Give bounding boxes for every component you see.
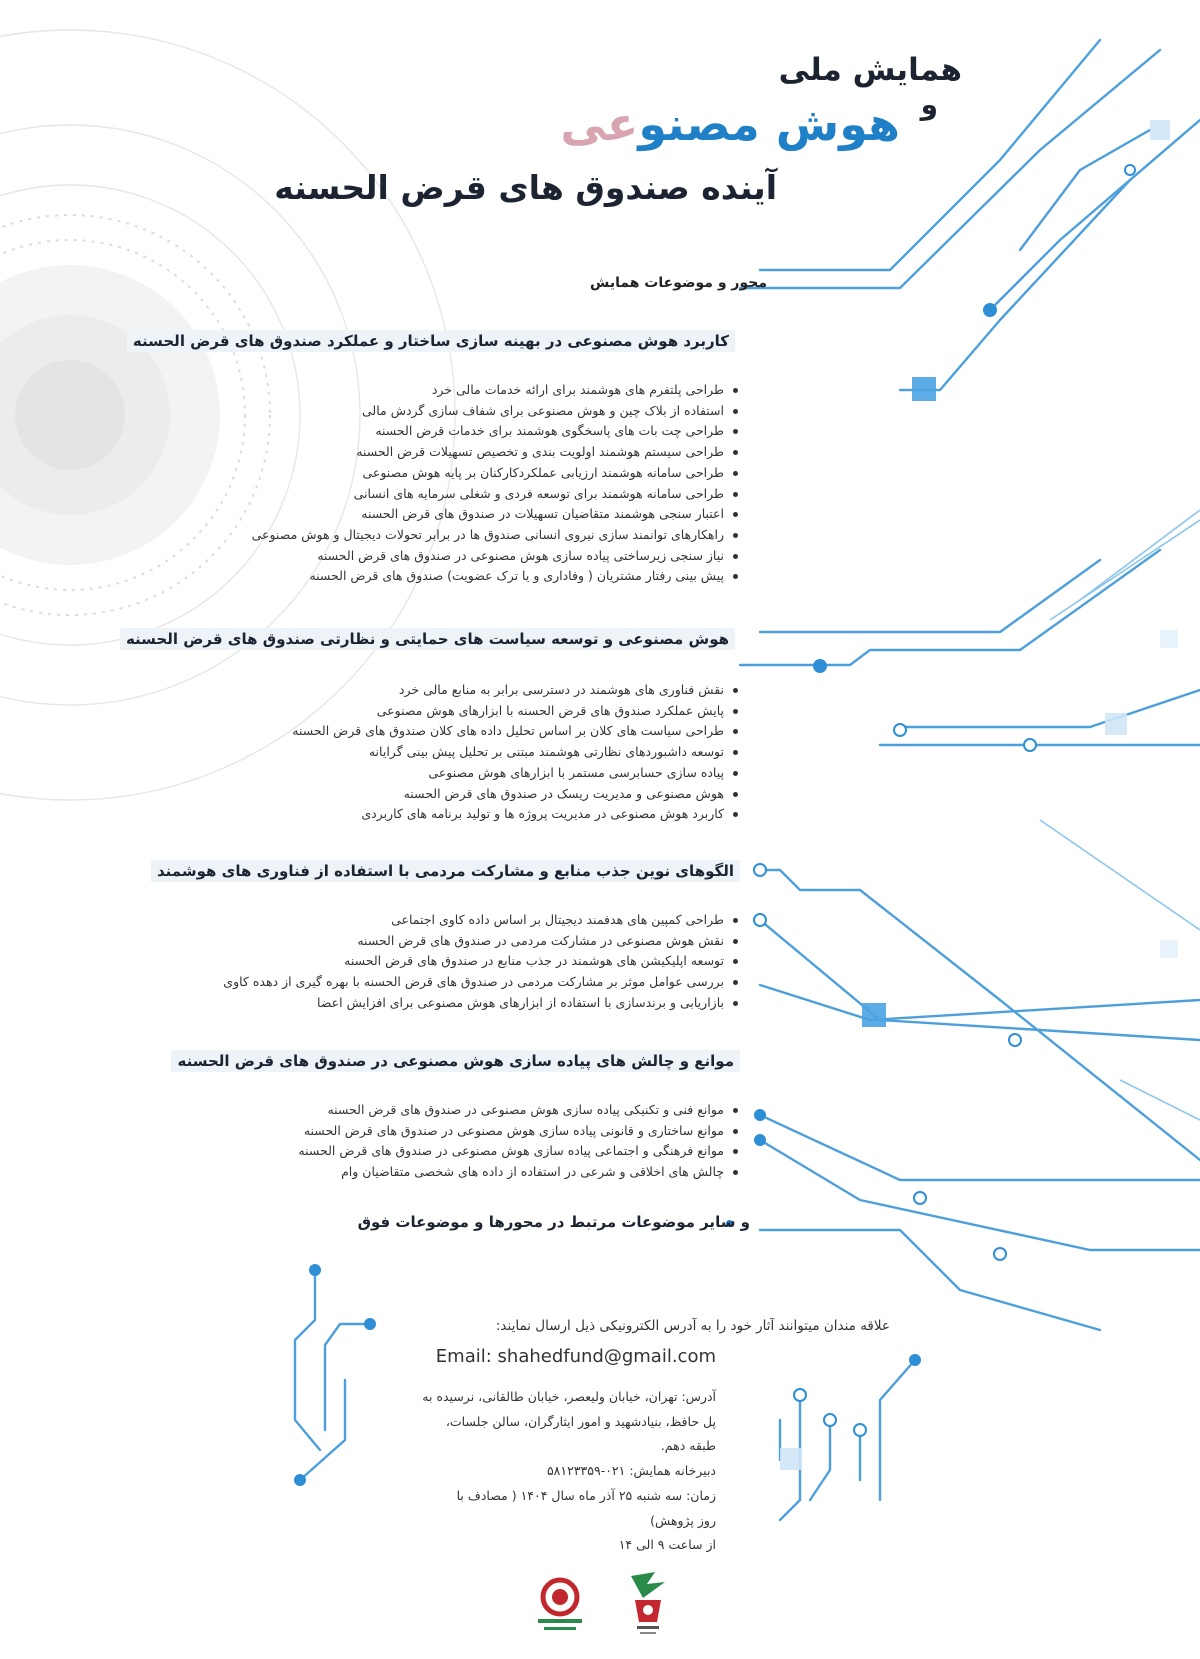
list-item: موانع ساختاری و قانونی پیاده سازی هوش مصنوعی در صندوق های قرض الحسنه [298,1121,740,1142]
list-item: توسعه داشبوردهای نظارتی هوشمند مبتنی بر تحلیل پیش بینی گرایانه [292,742,740,763]
section-4-list [298,1100,740,1183]
list-item: چالش های اخلاقی و شرعی در استفاده از داده های شخصی متقاضیان وام [298,1162,740,1183]
list-item: پیش بینی رفتار مشتریان ( وفاداری و یا ترک عضویت) صندوق های قرض الحسنه [252,566,740,587]
section-1-title: کاربرد هوش مصنوعی در بهینه سازی ساختار و عملکرد صندوق های قرض الحسنه [127,330,735,352]
list-item: هوش مصنوعی و مدیریت ریسک در صندوق های قرض الحسنه [292,784,740,805]
email-line [436,1346,716,1367]
list-item: طراحی پلتفرم های هوشمند برای ارائه خدمات مالی خرد [252,380,740,401]
secretariat-phone: دبیرخانه همایش: ۰۲۱-۵۸۱۲۳۳۵۹ [546,1463,716,1479]
title-line-2 [560,97,900,151]
event-time: از ساعت ۹ الی ۱۴ [618,1537,716,1553]
title-and: و [920,88,938,121]
email-address[interactable]: shahedfund@gmail.com [497,1346,716,1367]
axes-heading: محور و موضوعات همایش [590,275,767,291]
list-item: نیاز سنجی زیرساختی پیاده سازی هوش مصنوعی در صندوق های قرض الحسنه [252,546,740,567]
list-item: طراحی سامانه هوشمند ارزیابی عملکردکارکنان بر پایه هوش مصنوعی [252,463,740,484]
section-3-list [223,910,740,1014]
list-item: طراحی سیاست های کلان بر اساس تحلیل داده های کلان صندوق های قرض الحسنه [292,721,740,742]
martyrs-foundation-logo-icon [625,1570,671,1638]
list-item: طراحی سامانه هوشمند برای توسعه فردی و شغلی سرمایه های انسانی [252,484,740,505]
list-item: توسعه اپلیکیشن های هوشمند در جذب منابع در صندوق های قرض الحسنه [223,951,740,972]
section-2-title: هوش مصنوعی و توسعه سیاست های حمایتی و نظارتی صندوق های قرض الحسنه [120,628,735,650]
list-item: طراحی سیستم هوشمند اولویت بندی و تخصیص تسهیلات قرض الحسنه [252,442,740,463]
title-line-2-tail: عی [560,97,639,151]
list-item: موانع فنی و تکنیکی پیاده سازی هوش مصنوعی در صندوق های قرض الحسنه [298,1100,740,1121]
list-item: نقش هوش مصنوعی در مشارکت مردمی در صندوق های قرض الحسنه [223,931,740,952]
list-item: موانع فرهنگی و اجتماعی پیاده سازی هوش مصنوعی در صندوق های قرض الحسنه [298,1141,740,1162]
list-item: اعتبار سنجی هوشمند متقاضیان تسهیلات در صندوق های قرض الحسنه [252,504,740,525]
submission-note: علاقه مندان میتوانند آثار خود را به آدرس الکترونیکی ذیل ارسال نمایند: [495,1318,890,1334]
address-block [356,1385,716,1558]
event-date-cont: روز پژوهش) [650,1512,716,1528]
address-line: آدرس: تهران، خیابان ولیعصر، خیابان طالقانی، نرسیده به [422,1389,716,1404]
list-item: راهکارهای توانمند سازی نیروی انسانی صندوق ها در برابر تحولات دیجیتال و هوش مصنوعی [252,525,740,546]
list-item: کاربرد هوش مصنوعی در مدیریت پروژه ها و تولید برنامه های کاربردی [292,804,740,825]
section-1-list [252,380,740,587]
title-line-1: همایش ملی [778,52,962,88]
list-item: بازاریابی و برندسازی با استفاده از ابزارهای هوش مصنوعی برای افزایش اعضا [223,993,740,1014]
section-4-title: موانع و چالش های پیاده سازی هوش مصنوعی در صندوق های قرض الحسنه [171,1050,740,1072]
section-2-list [292,680,740,825]
list-item: بررسی عوامل موثر بر مشارکت مردمی در صندوق های قرض الحسنه با بهره گیری از دهده کاوی [223,972,740,993]
fund-logo-icon [530,1575,590,1637]
title-line-2-main: هوش مصنوعی [560,97,900,151]
list-item: نقش فناوری های هوشمند در دسترسی برابر به منابع مالی خرد [292,680,740,701]
list-item: طراحی کمپین های هدفمند دیجیتال بر اساس داده کاوی اجتماعی [223,910,740,931]
list-item: پایش عملکرد صندوق های قرض الحسنه با ابزارهای هوش مصنوعی [292,701,740,722]
list-item: پیاده سازی حسابرسی مستمر با ابزارهای هوش مصنوعی [292,763,740,784]
event-date: زمان: سه شنبه ۲۵ آذر ماه سال ۱۴۰۴ ( مصادف با [456,1487,716,1503]
section-3-title: الگوهای نوین جذب منابع و مشارکت مردمی با استفاده از فناوری های هوشمند [151,860,740,882]
list-item: طراحی چت بات های پاسخگوی هوشمند برای خدمات قرض الحسنه [252,421,740,442]
list-item: استفاده از بلاک چین و هوش مصنوعی برای شفاف سازی گردش مالی [252,401,740,422]
email-label: Email: [435,1346,492,1367]
address-line: طبقه دهم. [660,1438,716,1454]
other-topics: و سایر موضوعات مرتبط در محورها و موضوعات فوق [357,1213,750,1231]
title-line-3: آینده صندوق های قرض الحسنه [274,168,777,207]
address-line: پل حافظ، بنیادشهید و امور ایثارگران، سالن جلسات، [445,1413,716,1429]
